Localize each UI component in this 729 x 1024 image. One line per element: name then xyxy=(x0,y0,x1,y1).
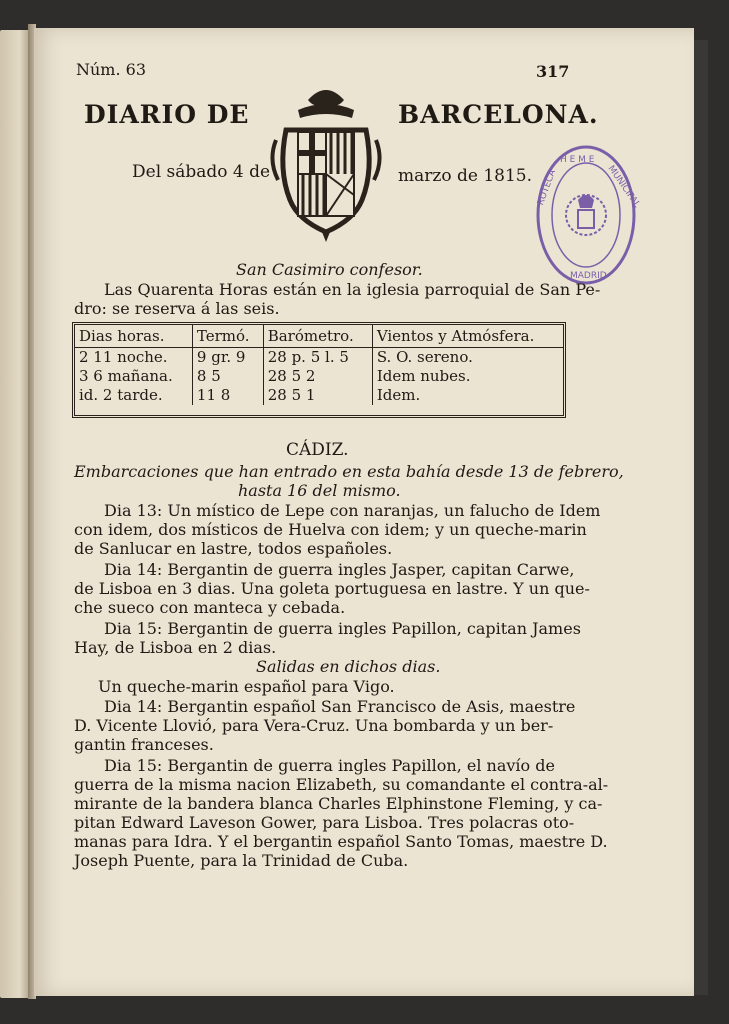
text-line: Un queche-marin español para Vigo. xyxy=(98,677,395,696)
cell: 28 5 2 xyxy=(263,367,372,386)
section-heading-cadiz: CÁDIZ. xyxy=(286,440,349,460)
text-line: che sueco con manteca y cebada. xyxy=(74,598,346,617)
svg-text:ROTECA: ROTECA xyxy=(536,168,559,207)
text-line: D. Vicente Llovió, para Vera-Cruz. Una bombarda y un ber- xyxy=(74,716,554,735)
text-line: Dia 14: Bergantin español San Francisco de Asis, maestre xyxy=(104,697,576,716)
svg-text:MADRID: MADRID xyxy=(570,271,607,281)
text-line: de Lisboa en 3 dias. Una goleta portuguesa en lastre. Y un que- xyxy=(74,579,590,598)
intro-line-1: Las Quarenta Horas están en la iglesia parroquial de San Pe- xyxy=(104,280,601,299)
cell: S. O. sereno. xyxy=(376,348,473,366)
svg-text:H E M E: H E M E xyxy=(560,155,595,165)
library-stamp-icon xyxy=(534,142,642,288)
text-line: con idem, dos místicos de Huelva con idem; y un queche-marin xyxy=(74,520,587,539)
facing-page-edge xyxy=(0,30,28,998)
page-edge-shadow xyxy=(694,40,708,995)
cell: 28 5 1 xyxy=(263,386,372,405)
date-right: marzo de 1815. xyxy=(398,166,532,186)
col-vientos: Vientos y Atmósfera. xyxy=(372,325,563,348)
table-row xyxy=(75,367,563,386)
cell: Idem. xyxy=(376,386,421,404)
text-line: pitan Edward Laveson Gower, para Lisboa. Tres polacras oto- xyxy=(74,813,575,832)
text-line: Dia 15: Bergantin de guerra ingles Papillon, capitan James xyxy=(104,619,581,638)
text-line: manas para Idra. Y el bergantin español Santo Tomas, maestre D. xyxy=(74,832,608,851)
text-line: Dia 13: Un místico de Lepe con naranjas, un falucho de Idem xyxy=(104,501,601,520)
cadiz-subheading-2: hasta 16 del mismo. xyxy=(238,481,401,500)
title-right: BARCELONA. xyxy=(398,100,599,129)
issue-number: Núm. 63 xyxy=(76,60,147,79)
weather-header-row xyxy=(75,325,563,348)
intro-line-2: dro: se reserva á las seis. xyxy=(74,299,280,318)
svg-text:MUNICIPAL: MUNICIPAL xyxy=(605,163,642,210)
weather-table xyxy=(72,322,566,418)
cell: 3 6 mañana. xyxy=(75,367,192,386)
text-line: Joseph Puente, para la Trinidad de Cuba. xyxy=(74,851,409,870)
text-line: gantin franceses. xyxy=(74,735,214,754)
cell: id. 2 tarde. xyxy=(75,386,192,405)
col-termometro: Termó. xyxy=(192,325,263,348)
page-number: 317 xyxy=(536,62,570,81)
cell: 28 p. 5 l. 5 xyxy=(263,348,372,368)
cell: 11 8 xyxy=(192,386,263,405)
text-line: guerra de la misma nacion Elizabeth, su comandante el contra-al- xyxy=(74,775,609,794)
cell: 8 5 xyxy=(192,367,263,386)
cell: 2 11 noche. xyxy=(75,348,192,368)
date-left: Del sábado 4 de xyxy=(132,162,271,182)
col-barometro: Barómetro. xyxy=(263,325,372,348)
salidas-heading: Salidas en dichos dias. xyxy=(256,657,441,676)
text-line: Dia 14: Bergantin de guerra ingles Jasper, capitan Carwe, xyxy=(104,560,575,579)
saint-of-day: San Casimiro confesor. xyxy=(236,260,423,279)
cell: Idem nubes. xyxy=(376,367,471,385)
text-line: de Sanlucar en lastre, todos españoles. xyxy=(74,539,393,558)
title-left: DIARIO DE xyxy=(84,100,250,129)
text-line: Hay, de Lisboa en 2 dias. xyxy=(74,638,277,657)
table-row xyxy=(75,386,563,405)
table-row xyxy=(75,348,563,368)
text-line: Dia 15: Bergantin de guerra ingles Papillon, el navío de xyxy=(104,756,555,775)
col-dias-horas: Dias horas. xyxy=(75,325,192,348)
text-line: mirante de la bandera blanca Charles Elphinstone Fleming, y ca- xyxy=(74,794,603,813)
coat-of-arms-icon xyxy=(268,80,384,242)
cadiz-subheading-1: Embarcaciones que han entrado en esta bahía desde 13 de febrero, xyxy=(74,462,624,481)
cell: 9 gr. 9 xyxy=(192,348,263,368)
